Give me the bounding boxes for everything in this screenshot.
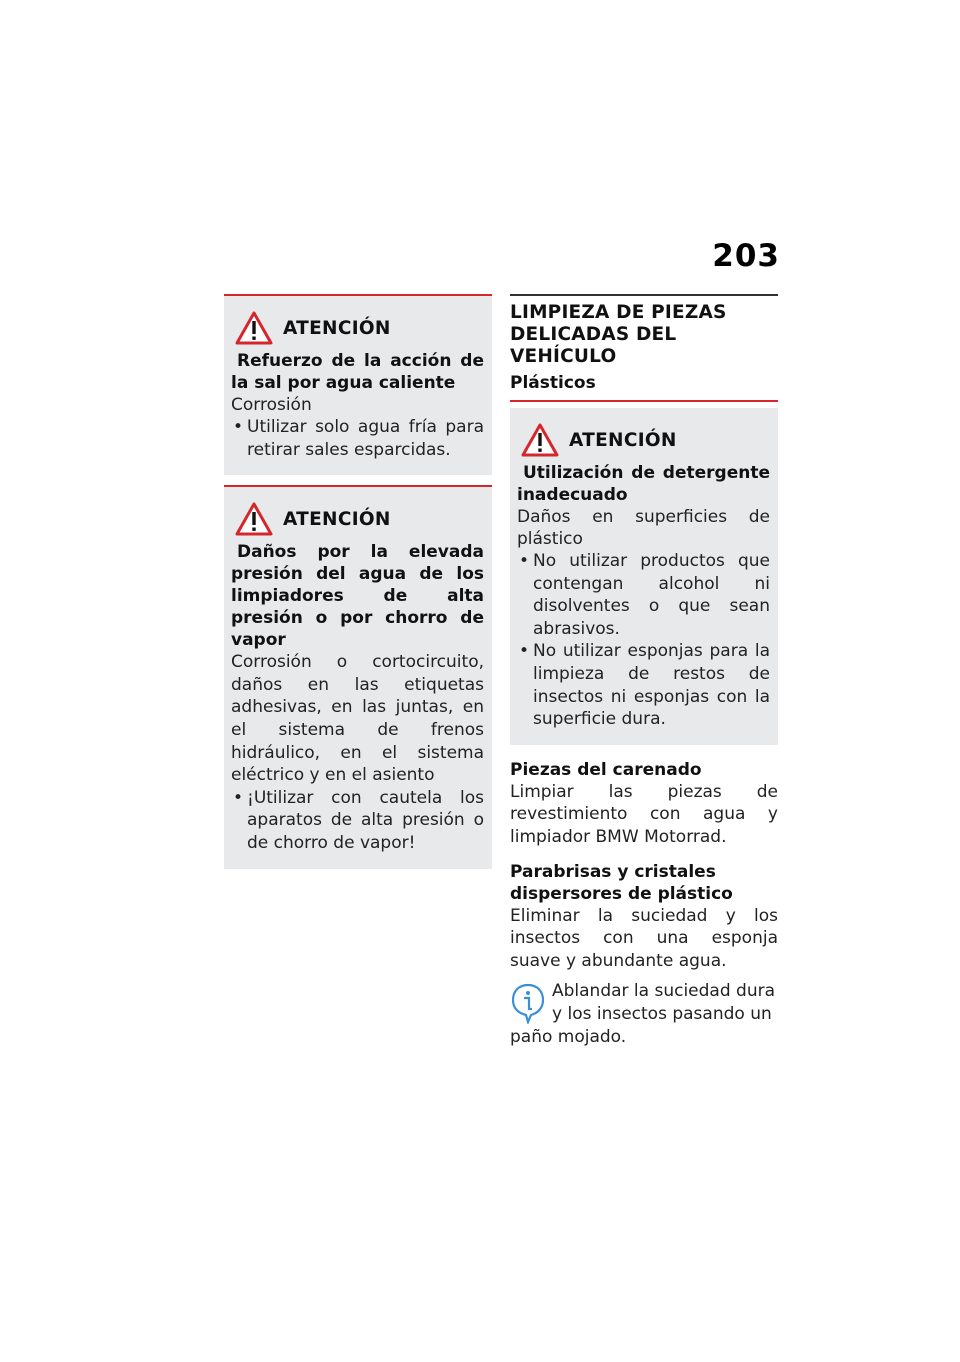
page-number: 203: [712, 238, 780, 274]
warning-title: ATENCIÓN: [283, 508, 391, 530]
left-column: [224, 294, 492, 879]
windscreen-heading: Parabrisas y cristales dispersores de plástico: [510, 861, 733, 904]
warning-triangle-icon: [235, 311, 273, 345]
list-item: • Utilizar solo agua fría para retirar sales esparcidas.: [231, 416, 484, 461]
warning-subtitle: Daños por la elevada presión del agua de los limpiadores de alta presión o por chorro de vapor: [231, 542, 484, 651]
info-icon: [510, 982, 546, 1024]
warning-body: Corrosión o cortocircuito, daños en las etiquetas adhesivas, en las juntas, en el sistema de frenos hidráulico, en el sistema eléctrico y en el asiento: [231, 652, 484, 786]
list-item: • No utilizar esponjas para la limpieza de restos de insectos ni esponjas con la superficie dura.: [517, 640, 770, 730]
warning-body: Daños en superficies de plástico: [517, 507, 770, 549]
divider: [510, 400, 778, 402]
list-item: • No utilizar productos que contengan alcohol ni disolventes o que sean abrasivos.: [517, 550, 770, 640]
warning-bullets: [231, 787, 484, 855]
warning-box-pressure: [224, 485, 492, 868]
warning-header: [231, 310, 484, 346]
warning-box-salt: [224, 294, 492, 475]
section-title: LIMPIEZA DE PIEZAS DELICADAS DEL VEHÍCULO: [510, 294, 778, 368]
warning-bullets: [231, 416, 484, 461]
warning-box-detergent: [510, 408, 778, 745]
tip-text: Ablandar la suciedad dura y los insectos pasando un paño mojado.: [510, 981, 776, 1047]
warning-header: [231, 501, 484, 537]
fairing-heading: Piezas del carenado: [510, 759, 702, 780]
warning-title: ATENCIÓN: [283, 317, 391, 339]
warning-subtitle: Refuerzo de la acción de la sal por agua caliente: [231, 351, 484, 393]
warning-body: Corrosión: [231, 395, 312, 415]
warning-subtitle: Utilización de detergente inadecuado: [517, 463, 770, 505]
subsection-title: Plásticos: [510, 373, 596, 393]
warning-triangle-icon: [521, 423, 559, 457]
tip-block: [510, 980, 778, 1048]
fairing-text: Limpiar las piezas de revestimiento con agua y limpiador BMW Motorrad.: [510, 781, 778, 847]
windscreen-text: Eliminar la suciedad y los insectos con una esponja suave y abundante agua.: [510, 905, 778, 971]
list-item: • ¡Utilizar con cautela los aparatos de alta presión o de chorro de vapor!: [231, 787, 484, 855]
warning-header: [517, 422, 770, 458]
warning-triangle-icon: [235, 502, 273, 536]
warning-title: ATENCIÓN: [569, 429, 677, 451]
right-column: [510, 294, 778, 1048]
warning-bullets: [517, 550, 770, 731]
